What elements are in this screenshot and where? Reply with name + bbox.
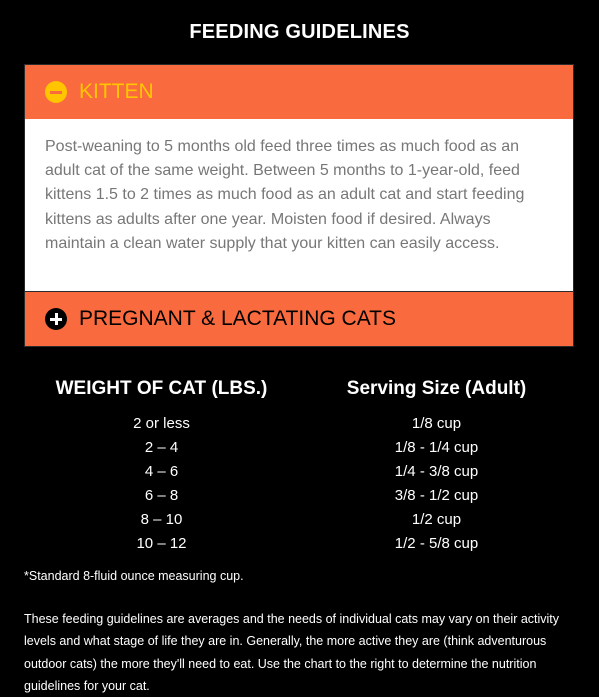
serving-cell: 1/8 - 1/4 cup bbox=[394, 439, 479, 456]
table-row bbox=[24, 532, 574, 556]
plus-circle-icon bbox=[45, 308, 67, 330]
weight-cell: 8 – 10 bbox=[140, 511, 183, 528]
table-row bbox=[24, 508, 574, 532]
table-row bbox=[24, 460, 574, 484]
accordion-header-pregnant-lactating[interactable] bbox=[25, 291, 573, 346]
accordion-label-kitten: KITTEN bbox=[79, 80, 154, 103]
serving-cell: 1/4 - 3/8 cup bbox=[394, 463, 479, 480]
accordion-header-kitten[interactable] bbox=[25, 65, 573, 119]
measuring-cup-footnote: *Standard 8-fluid ounce measuring cup. bbox=[24, 569, 244, 583]
page-title: FEEDING GUIDELINES bbox=[189, 21, 410, 43]
accordion-panel-kitten bbox=[25, 119, 573, 291]
table-row bbox=[24, 436, 574, 460]
weight-cell: 6 – 8 bbox=[144, 487, 179, 504]
weight-cell: 4 – 6 bbox=[144, 463, 179, 480]
kitten-feeding-text: Post-weaning to 5 months old feed three times as much food as an adult cat of the same weight. Between 5 months to 1-year-old, feed kittens 1.5 to 2 times as much food as an adult cat and start feeding kittens as adults after one year. Moisten food if desired. Always maintain a clean water supply that your kitten can easily access. bbox=[45, 138, 525, 252]
weight-cell: 2 – 4 bbox=[144, 439, 179, 456]
table-header-weight: WEIGHT OF CAT (LBS.) bbox=[55, 378, 268, 399]
feeding-accordion bbox=[24, 64, 574, 347]
serving-cell: 1/2 - 5/8 cup bbox=[394, 535, 479, 552]
feeding-table bbox=[24, 412, 574, 556]
table-row bbox=[24, 484, 574, 508]
accordion-label-pregnant-lactating: PREGNANT & LACTATING CATS bbox=[79, 307, 396, 330]
serving-cell: 3/8 - 1/2 cup bbox=[394, 487, 479, 504]
table-row bbox=[24, 412, 574, 436]
feeding-guidelines-description: These feeding guidelines are averages and the needs of individual cats may vary on their activity levels and what stage of life they are in. Generally, the more active they are (think adventurous outdoor cats) the more they'll need to eat. Use the chart to the right to determine the nutrition guidelines for your cat. bbox=[24, 612, 560, 693]
serving-cell: 1/2 cup bbox=[411, 511, 462, 528]
weight-cell: 10 – 12 bbox=[136, 535, 187, 552]
minus-circle-icon bbox=[45, 81, 67, 103]
weight-cell: 2 or less bbox=[133, 415, 190, 432]
serving-cell: 1/8 cup bbox=[411, 415, 462, 432]
table-header-serving: Serving Size (Adult) bbox=[346, 378, 527, 399]
